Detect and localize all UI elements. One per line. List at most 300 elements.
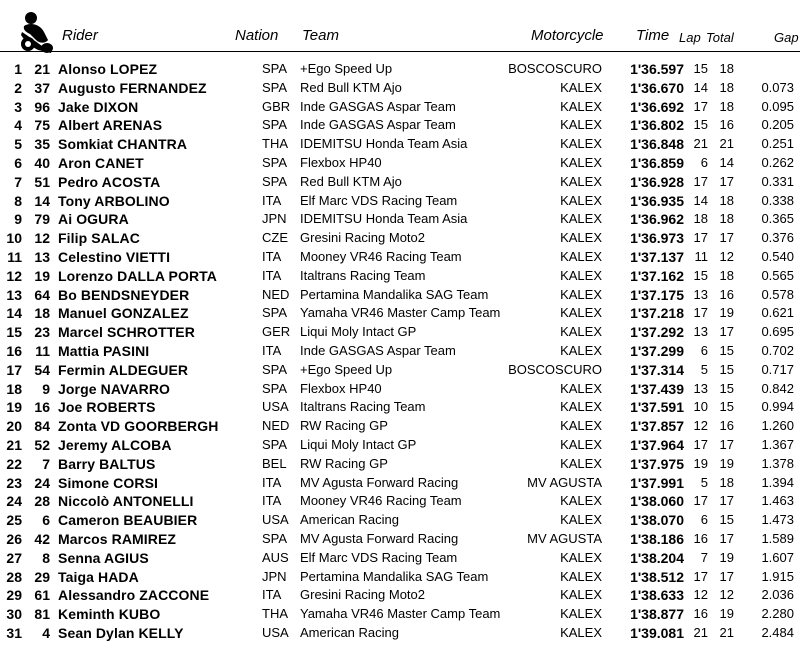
position-cell: 6 <box>14 154 22 171</box>
best-lap-cell: 21 <box>693 624 708 640</box>
rider-name-cell: Keminth KUBO <box>58 606 161 623</box>
best-lap-cell: 14 <box>693 192 708 208</box>
team-name-cell: IDEMITSU Honda Team Asia <box>300 136 468 152</box>
lap-time-cell: 1'37.975 <box>630 455 684 472</box>
table-row <box>0 361 800 380</box>
table-row <box>0 474 800 493</box>
best-lap-cell: 13 <box>693 286 708 302</box>
table-row <box>0 267 800 286</box>
total-laps-cell: 17 <box>719 230 734 246</box>
total-laps-cell: 19 <box>719 305 734 321</box>
lap-time-cell: 1'37.591 <box>630 399 684 416</box>
table-row <box>0 624 800 643</box>
nation-cell: ITA <box>262 267 282 283</box>
gap-cell: 0.338 <box>761 192 794 208</box>
total-laps-cell: 16 <box>719 418 734 434</box>
lap-time-cell: 1'37.137 <box>630 248 684 265</box>
team-name-cell: Italtrans Racing Team <box>300 267 426 283</box>
position-cell: 27 <box>6 549 22 566</box>
rider-number-cell: 81 <box>34 606 50 623</box>
best-lap-cell: 16 <box>693 530 708 546</box>
rider-number-cell: 24 <box>34 474 50 491</box>
lap-time-cell: 1'37.292 <box>630 324 684 341</box>
table-row <box>0 568 800 587</box>
nation-cell: SPA <box>262 117 288 133</box>
rider-number-cell: 6 <box>42 512 50 529</box>
motorcycle-cell: KALEX <box>560 79 602 95</box>
lap-time-cell: 1'37.162 <box>630 267 684 284</box>
motorcycle-cell: MV AGUSTA <box>527 474 602 490</box>
team-name-cell: Italtrans Racing Team <box>300 399 426 415</box>
rider-name-cell: Tony ARBOLINO <box>58 192 170 209</box>
gap-cell: 1.473 <box>761 512 794 528</box>
motorcycle-cell: KALEX <box>560 380 602 396</box>
rider-name-cell: Celestino VIETTI <box>58 248 171 265</box>
lap-time-cell: 1'37.964 <box>630 436 684 453</box>
table-row <box>0 173 800 192</box>
rider-number-cell: 54 <box>34 361 50 378</box>
header-time: Time <box>636 27 670 44</box>
team-name-cell: Yamaha VR46 Master Camp Team <box>300 305 501 321</box>
rider-name-cell: Marcel SCHROTTER <box>58 324 195 341</box>
table-row <box>0 304 800 323</box>
lap-time-cell: 1'36.859 <box>630 154 684 171</box>
nation-cell: ITA <box>262 587 282 603</box>
rider-name-cell: Simone CORSI <box>58 474 158 491</box>
motorcycle-cell: KALEX <box>560 173 602 189</box>
gap-cell: 0.205 <box>761 117 794 133</box>
position-cell: 29 <box>6 587 22 604</box>
rider-number-cell: 23 <box>34 324 50 341</box>
nation-cell: BEL <box>262 455 287 471</box>
nation-cell: THA <box>262 136 288 152</box>
rider-number-cell: 13 <box>34 248 50 265</box>
team-name-cell: Liqui Moly Intact GP <box>300 324 417 340</box>
rider-name-cell: Alessandro ZACCONE <box>58 587 210 604</box>
motorcycle-cell: KALEX <box>560 230 602 246</box>
table-row <box>0 116 800 135</box>
rider-name-cell: Taiga HADA <box>58 568 139 585</box>
rider-number-cell: 29 <box>34 568 50 585</box>
total-laps-cell: 18 <box>719 192 734 208</box>
total-laps-cell: 18 <box>719 79 734 95</box>
best-lap-cell: 11 <box>694 248 708 264</box>
rider-number-cell: 28 <box>34 493 50 510</box>
position-cell: 12 <box>6 267 22 284</box>
table-row <box>0 192 800 211</box>
lap-time-cell: 1'36.928 <box>630 173 684 190</box>
rider-number-cell: 35 <box>34 136 50 153</box>
table-row <box>0 417 800 436</box>
team-name-cell: American Racing <box>300 624 399 640</box>
table-row <box>0 154 800 173</box>
rider-name-cell: Cameron BEAUBIER <box>58 512 198 529</box>
rider-number-cell: 84 <box>34 418 50 435</box>
team-name-cell: Gresini Racing Moto2 <box>300 587 425 603</box>
gap-cell: 0.994 <box>761 399 794 415</box>
table-row <box>0 79 800 98</box>
nation-cell: ITA <box>262 342 282 358</box>
nation-cell: SPA <box>262 436 288 452</box>
best-lap-cell: 13 <box>693 324 708 340</box>
table-row <box>0 605 800 624</box>
rider-name-cell: Marcos RAMIREZ <box>58 530 177 547</box>
position-cell: 3 <box>14 98 22 115</box>
nation-cell: CZE <box>262 230 288 246</box>
team-name-cell: Inde GASGAS Aspar Team <box>300 98 456 114</box>
nation-cell: SPA <box>262 361 288 377</box>
rider-name-cell: Barry BALTUS <box>58 455 156 472</box>
team-name-cell: MV Agusta Forward Racing <box>300 474 459 490</box>
best-lap-cell: 7 <box>700 549 708 565</box>
gap-cell: 1.367 <box>761 436 794 452</box>
rider-number-cell: 96 <box>34 98 50 115</box>
rider-number-cell: 40 <box>34 154 50 171</box>
rider-name-cell: Jeremy ALCOBA <box>58 436 172 453</box>
team-name-cell: Flexbox HP40 <box>300 380 382 396</box>
position-cell: 17 <box>6 361 22 378</box>
nation-cell: SPA <box>262 380 288 396</box>
rider-number-cell: 37 <box>34 79 50 96</box>
motorcycle-cell: KALEX <box>560 211 602 227</box>
motorcycle-cell: BOSCOSCURO <box>508 361 602 377</box>
nation-cell: JPN <box>262 568 287 584</box>
gap-cell: 0.331 <box>761 173 794 189</box>
lap-time-cell: 1'37.299 <box>630 342 684 359</box>
team-name-cell: Inde GASGAS Aspar Team <box>300 117 456 133</box>
table-row <box>0 286 800 305</box>
lap-time-cell: 1'37.314 <box>630 361 684 378</box>
header-lap: Lap <box>679 30 701 45</box>
motorcycle-cell: KALEX <box>560 192 602 208</box>
rider-name-cell: Alonso LOPEZ <box>58 61 158 77</box>
team-name-cell: Elf Marc VDS Racing Team <box>300 549 458 565</box>
motorcycle-cell: KALEX <box>560 399 602 415</box>
motorcycle-cell: KALEX <box>560 117 602 133</box>
position-cell: 1 <box>14 61 22 77</box>
nation-cell: USA <box>262 512 289 528</box>
gap-cell: 0.540 <box>761 248 794 264</box>
motorcycle-cell: KALEX <box>560 286 602 302</box>
best-lap-cell: 15 <box>693 117 708 133</box>
gap-cell: 2.036 <box>761 587 794 603</box>
rider-number-cell: 18 <box>34 305 50 322</box>
lap-time-cell: 1'36.597 <box>630 61 684 77</box>
total-laps-cell: 16 <box>719 117 734 133</box>
team-name-cell: Red Bull KTM Ajo <box>300 173 402 189</box>
total-laps-cell: 18 <box>719 211 734 227</box>
best-lap-cell: 19 <box>693 455 708 471</box>
best-lap-cell: 17 <box>693 493 708 509</box>
rider-name-cell: Augusto FERNANDEZ <box>58 79 207 96</box>
lap-time-cell: 1'36.848 <box>630 136 684 153</box>
gap-cell: 0.251 <box>761 136 794 152</box>
nation-cell: SPA <box>262 61 288 76</box>
team-name-cell: IDEMITSU Honda Team Asia <box>300 211 468 227</box>
team-name-cell: Red Bull KTM Ajo <box>300 79 402 95</box>
rider-number-cell: 9 <box>42 380 50 397</box>
nation-cell: SPA <box>262 154 288 170</box>
rider-number-cell: 8 <box>42 549 50 566</box>
rider-name-cell: Pedro ACOSTA <box>58 173 161 190</box>
position-cell: 31 <box>6 624 22 641</box>
nation-cell: USA <box>262 399 289 415</box>
gap-cell: 1.915 <box>761 568 794 584</box>
position-cell: 26 <box>6 530 22 547</box>
position-cell: 2 <box>14 79 22 96</box>
motorcycle-cell: KALEX <box>560 154 602 170</box>
gap-cell: 0.262 <box>761 154 794 170</box>
total-laps-cell: 17 <box>719 493 734 509</box>
rider-name-cell: Fermin ALDEGUER <box>58 361 189 378</box>
nation-cell: ITA <box>262 248 282 264</box>
motorcycle-cell: KALEX <box>560 512 602 528</box>
best-lap-cell: 10 <box>693 399 708 415</box>
team-name-cell: Inde GASGAS Aspar Team <box>300 342 456 358</box>
best-lap-cell: 5 <box>700 361 708 377</box>
lap-time-cell: 1'38.877 <box>630 606 684 623</box>
gap-cell: 0.621 <box>761 305 794 321</box>
rider-name-cell: Manuel GONZALEZ <box>58 305 189 322</box>
lap-time-cell: 1'38.633 <box>630 587 684 604</box>
rider-number-cell: 64 <box>34 286 50 303</box>
best-lap-cell: 18 <box>693 211 708 227</box>
table-row <box>0 455 800 474</box>
gap-cell: 2.280 <box>761 606 794 622</box>
rider-name-cell: Niccolò ANTONELLI <box>58 493 194 510</box>
gap-cell: 0.695 <box>761 324 794 340</box>
rider-number-cell: 4 <box>42 624 50 641</box>
position-cell: 5 <box>14 136 22 153</box>
total-laps-cell: 16 <box>719 286 734 302</box>
total-laps-cell: 18 <box>719 98 734 114</box>
position-cell: 16 <box>6 342 22 359</box>
rider-number-cell: 11 <box>35 342 50 359</box>
table-row <box>0 530 800 549</box>
total-laps-cell: 18 <box>719 474 734 490</box>
lap-time-cell: 1'36.973 <box>630 230 684 247</box>
rider-name-cell: Jake DIXON <box>58 98 139 115</box>
rider-name-cell: Jorge NAVARRO <box>58 380 171 397</box>
nation-cell: SPA <box>262 305 288 321</box>
gap-cell: 1.394 <box>761 474 794 490</box>
rider-number-cell: 52 <box>34 436 50 453</box>
table-row <box>0 229 800 248</box>
position-cell: 9 <box>14 211 22 228</box>
motorcycle-cell: KALEX <box>560 342 602 358</box>
total-laps-cell: 18 <box>719 61 734 76</box>
nation-cell: SPA <box>262 173 288 189</box>
rider-name-cell: Ai OGURA <box>58 211 129 228</box>
best-lap-cell: 14 <box>693 79 708 95</box>
motorcycle-cell: KALEX <box>560 305 602 321</box>
best-lap-cell: 17 <box>693 568 708 584</box>
nation-cell: GBR <box>262 98 291 114</box>
team-name-cell: Gresini Racing Moto2 <box>300 230 425 246</box>
table-row <box>0 135 800 154</box>
lap-time-cell: 1'38.204 <box>630 549 684 566</box>
rider-name-cell: Zonta VD GOORBERGH <box>58 418 219 435</box>
best-lap-cell: 6 <box>700 512 708 528</box>
best-lap-cell: 16 <box>693 606 708 622</box>
position-cell: 10 <box>6 230 22 247</box>
lap-time-cell: 1'38.060 <box>630 493 684 510</box>
nation-cell: ITA <box>262 474 282 490</box>
lap-time-cell: 1'36.670 <box>630 79 684 96</box>
nation-cell: ITA <box>262 493 282 509</box>
rider-number-cell: 51 <box>34 173 50 190</box>
motorcycle-cell: KALEX <box>560 248 602 264</box>
nation-cell: JPN <box>262 211 287 227</box>
motorcycle-cell: KALEX <box>560 98 602 114</box>
total-laps-cell: 17 <box>719 436 734 452</box>
table-row <box>0 210 800 229</box>
position-cell: 21 <box>6 436 22 453</box>
lap-time-cell: 1'38.512 <box>630 568 684 585</box>
motorcycle-cell: MV AGUSTA <box>527 530 602 546</box>
header-team: Team <box>302 27 339 44</box>
rider-number-cell: 12 <box>34 230 50 247</box>
position-cell: 30 <box>6 606 22 623</box>
motorcycle-cell: KALEX <box>560 324 602 340</box>
team-name-cell: MV Agusta Forward Racing <box>300 530 459 546</box>
position-cell: 19 <box>6 399 22 416</box>
gap-cell: 1.589 <box>761 530 794 546</box>
lap-time-cell: 1'36.962 <box>630 211 684 228</box>
lap-time-cell: 1'36.802 <box>630 117 684 134</box>
rider-name-cell: Lorenzo DALLA PORTA <box>58 267 217 284</box>
best-lap-cell: 13 <box>693 380 708 396</box>
position-cell: 4 <box>14 117 22 134</box>
results-table <box>0 60 800 643</box>
table-row <box>0 436 800 455</box>
motorcycle-rider-icon <box>18 10 56 54</box>
team-name-cell: American Racing <box>300 512 399 528</box>
header-rider: Rider <box>62 27 98 44</box>
position-cell: 24 <box>6 493 22 510</box>
motorcycle-cell: KALEX <box>560 136 602 152</box>
best-lap-cell: 12 <box>693 418 708 434</box>
motorcycle-cell: BOSCOSCURO <box>508 61 602 76</box>
best-lap-cell: 17 <box>693 98 708 114</box>
nation-cell: SPA <box>262 79 288 95</box>
nation-cell: NED <box>262 286 290 302</box>
nation-cell: SPA <box>262 530 288 546</box>
motorcycle-cell: KALEX <box>560 587 602 603</box>
team-name-cell: Pertamina Mandalika SAG Team <box>300 286 489 302</box>
table-row <box>0 492 800 511</box>
position-cell: 7 <box>14 173 22 190</box>
gap-cell: 0.717 <box>761 361 794 377</box>
rider-name-cell: Joe ROBERTS <box>58 399 156 416</box>
total-laps-cell: 17 <box>719 530 734 546</box>
total-laps-cell: 15 <box>719 380 734 396</box>
motorcycle-cell: KALEX <box>560 624 602 640</box>
lap-time-cell: 1'36.935 <box>630 192 684 209</box>
total-laps-cell: 17 <box>719 173 734 189</box>
position-cell: 22 <box>6 455 22 472</box>
lap-time-cell: 1'36.692 <box>630 98 684 115</box>
team-name-cell: RW Racing GP <box>300 418 388 434</box>
header-nation: Nation <box>235 27 279 44</box>
position-cell: 25 <box>6 512 22 529</box>
nation-cell: NED <box>262 418 290 434</box>
rider-number-cell: 7 <box>42 455 50 472</box>
total-laps-cell: 12 <box>719 248 734 264</box>
table-row <box>0 248 800 267</box>
table-row <box>0 398 800 417</box>
position-cell: 23 <box>6 474 22 491</box>
lap-time-cell: 1'37.175 <box>630 286 684 303</box>
best-lap-cell: 6 <box>700 154 708 170</box>
position-cell: 14 <box>6 305 22 322</box>
team-name-cell: Mooney VR46 Racing Team <box>300 493 462 509</box>
gap-cell: 1.607 <box>761 549 794 565</box>
motorcycle-cell: KALEX <box>560 455 602 471</box>
total-laps-cell: 15 <box>719 512 734 528</box>
lap-time-cell: 1'38.070 <box>630 512 684 529</box>
total-laps-cell: 15 <box>719 361 734 377</box>
rider-name-cell: Filip SALAC <box>58 230 140 247</box>
header-gap: Gap <box>774 30 799 45</box>
header-divider <box>0 51 800 52</box>
gap-cell: 1.378 <box>761 455 794 471</box>
rider-name-cell: Bo BENDSNEYDER <box>58 286 190 303</box>
rider-number-cell: 21 <box>34 61 50 77</box>
gap-cell: 0.073 <box>761 79 794 95</box>
gap-cell: 2.484 <box>761 624 794 640</box>
best-lap-cell: 5 <box>700 474 708 490</box>
total-laps-cell: 15 <box>719 342 734 358</box>
lap-time-cell: 1'37.991 <box>630 474 684 491</box>
table-header <box>0 0 800 58</box>
total-laps-cell: 12 <box>719 587 734 603</box>
total-laps-cell: 15 <box>719 399 734 415</box>
table-row <box>0 323 800 342</box>
position-cell: 11 <box>7 248 22 265</box>
gap-cell: 1.260 <box>761 418 794 434</box>
total-laps-cell: 17 <box>719 568 734 584</box>
table-row <box>0 511 800 530</box>
gap-cell: 0.565 <box>761 267 794 283</box>
gap-cell: 0.578 <box>761 286 794 302</box>
team-name-cell: Elf Marc VDS Racing Team <box>300 192 458 208</box>
rider-number-cell: 75 <box>34 117 50 134</box>
gap-cell: 0.376 <box>761 230 794 246</box>
rider-number-cell: 42 <box>34 530 50 547</box>
header-total: Total <box>706 30 734 45</box>
total-laps-cell: 19 <box>719 455 734 471</box>
rider-name-cell: Mattia PASINI <box>58 342 150 359</box>
lap-time-cell: 1'39.081 <box>630 624 684 641</box>
nation-cell: THA <box>262 606 288 622</box>
table-row <box>0 98 800 117</box>
gap-cell: 0.842 <box>761 380 794 396</box>
motorcycle-cell: KALEX <box>560 418 602 434</box>
motorcycle-cell: KALEX <box>560 606 602 622</box>
motorcycle-cell: KALEX <box>560 493 602 509</box>
team-name-cell: Liqui Moly Intact GP <box>300 436 417 452</box>
best-lap-cell: 17 <box>693 436 708 452</box>
total-laps-cell: 18 <box>719 267 734 283</box>
best-lap-cell: 17 <box>693 230 708 246</box>
nation-cell: ITA <box>262 192 282 208</box>
position-cell: 20 <box>6 418 22 435</box>
team-name-cell: Flexbox HP40 <box>300 154 382 170</box>
position-cell: 18 <box>6 380 22 397</box>
rider-number-cell: 14 <box>34 192 50 209</box>
table-row <box>0 586 800 605</box>
